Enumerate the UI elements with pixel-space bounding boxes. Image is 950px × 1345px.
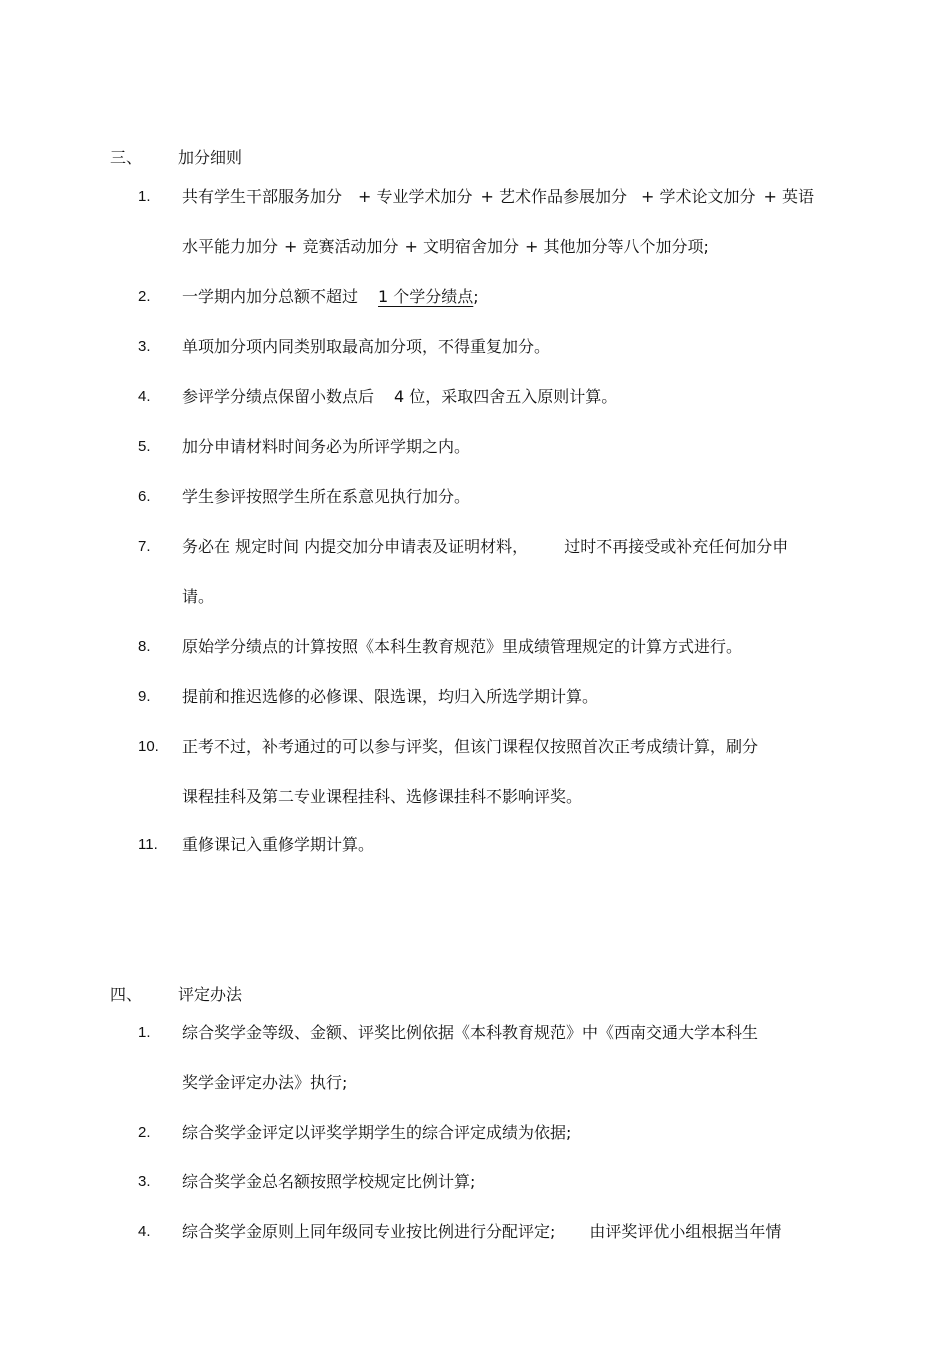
item-text xyxy=(182,187,814,207)
item-text-part: 由评奖评优小组根据当年情 xyxy=(589,1222,782,1241)
item-number: 2. xyxy=(138,1124,151,1141)
item-text-part: 过时不再接受或补充任何加分申 xyxy=(564,537,789,556)
item-text-part: + 其他加分等八个加分项; xyxy=(525,237,709,256)
item-text: 重修课记入重修学期计算。 xyxy=(182,835,375,854)
item-number: 6. xyxy=(138,488,151,505)
item-number: 9. xyxy=(138,688,151,705)
item-text-continued xyxy=(182,237,709,257)
item-number: 5. xyxy=(138,438,151,455)
item-text: 加分申请材料时间务必为所评学期之内。 xyxy=(182,437,471,456)
section-title: 加分细则 xyxy=(178,148,243,167)
item-text-part: + 艺术作品参展加分 xyxy=(480,187,628,206)
item-text xyxy=(182,387,617,407)
item-text: 学生参评按照学生所在系意见执行加分。 xyxy=(182,487,471,506)
item-text xyxy=(182,1222,781,1242)
item-text-part: + 英语 xyxy=(763,187,815,206)
item-text-continued: 课程挂科及第二专业课程挂科、选修课挂科不影响评奖。 xyxy=(182,787,583,806)
item-text xyxy=(182,287,479,307)
item-text: 综合奖学金总名额按照学校规定比例计算; xyxy=(182,1172,476,1191)
item-number: 8. xyxy=(138,638,151,655)
item-text: 正考不过，补考通过的可以参与评奖，但该门课程仅按照首次正考成绩计算，刷分 xyxy=(182,737,759,756)
item-text-part: 共有学生干部服务加分 xyxy=(182,187,343,206)
section-number: 三、 xyxy=(110,148,143,167)
item-number: 11. xyxy=(138,836,158,853)
item-text-part: + 学术论文加分 xyxy=(641,187,756,206)
item-text: 原始学分绩点的计算按照《本科生教育规范》里成绩管理规定的计算方式进行。 xyxy=(182,637,743,656)
item-text-part: 综合奖学金原则上同年级同专业按比例进行分配评定; xyxy=(182,1222,556,1241)
item-text: 综合奖学金等级、金额、评奖比例依据《本科教育规范》中《西南交通大学本科生 xyxy=(182,1023,759,1042)
item-text: 单项加分项内同类别取最高加分项，不得重复加分。 xyxy=(182,337,551,356)
item-text-part: 水平能力加分 xyxy=(182,237,279,256)
item-number: 7. xyxy=(138,538,151,555)
item-text xyxy=(182,537,788,557)
item-text: 提前和推迟选修的必修课、限选课，均归入所选学期计算。 xyxy=(182,687,599,706)
item-text-part: + 竞赛活动加分 xyxy=(284,237,399,256)
item-number: 10. xyxy=(138,738,159,755)
item-text-part: 参评学分绩点保留小数点后 xyxy=(182,387,375,406)
item-number: 4. xyxy=(138,1223,151,1240)
item-number: 1. xyxy=(138,1024,151,1041)
underlined-value: 1 个学分绩点 xyxy=(378,287,474,306)
item-text: 综合奖学金评定以评奖学期学生的综合评定成绩为依据; xyxy=(182,1123,572,1142)
section-title: 评定办法 xyxy=(178,985,243,1004)
item-number: 2. xyxy=(138,288,151,305)
item-text-part: 务必在 规定时间 内提交加分申请表及证明材料， xyxy=(182,537,529,556)
item-text-continued: 奖学金评定办法》执行; xyxy=(182,1073,348,1092)
item-number: 3. xyxy=(138,1173,151,1190)
item-text-part: ; xyxy=(473,287,479,306)
item-text-part: 一学期内加分总额不超过 xyxy=(182,287,359,306)
item-text-part: + 专业学术加分 xyxy=(358,187,473,206)
section-number: 四、 xyxy=(110,985,143,1004)
item-number: 4. xyxy=(138,388,151,405)
item-number: 1. xyxy=(138,188,151,205)
item-text-part: + 文明宿舍加分 xyxy=(404,237,520,256)
item-text-part: 4 位，采取四舍五入原则计算。 xyxy=(394,387,618,406)
item-number: 3. xyxy=(138,338,151,355)
item-text-continued: 请。 xyxy=(182,587,215,606)
